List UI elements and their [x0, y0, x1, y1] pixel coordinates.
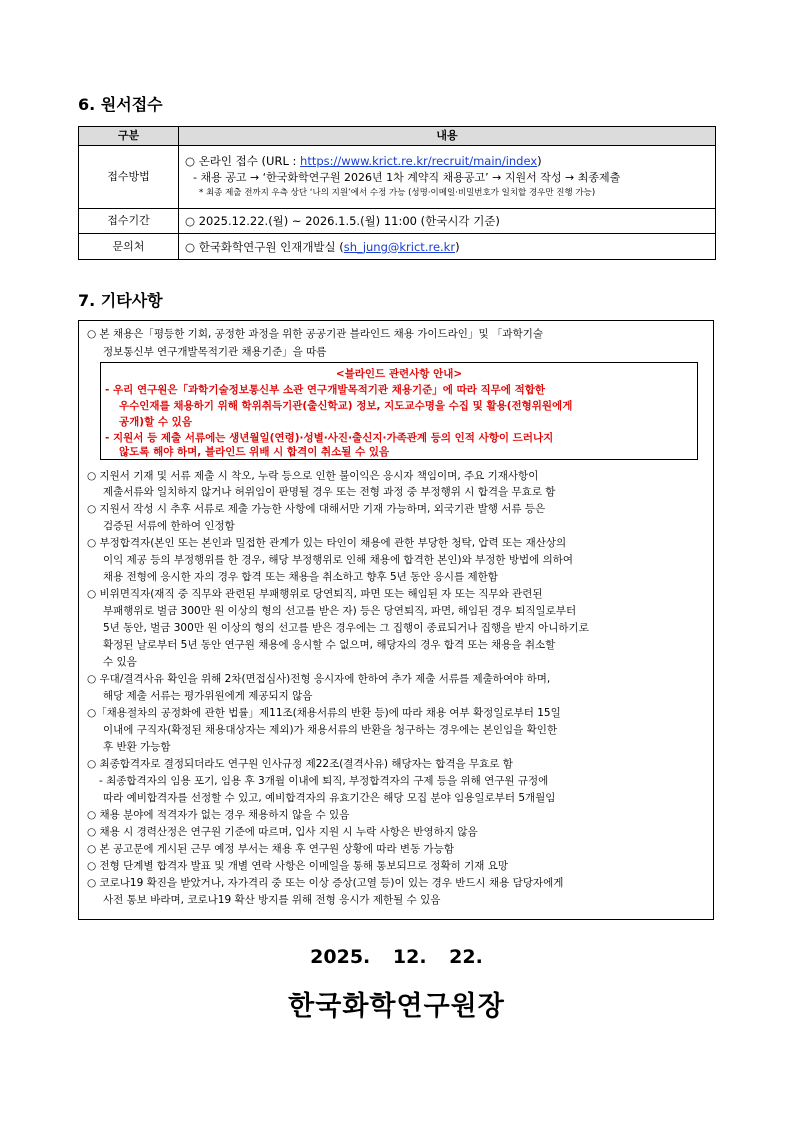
method-line1 — [185, 153, 715, 169]
row-label-method: 접수방법 — [79, 146, 179, 209]
blind-notice-line: 공개)할 수 있음 — [119, 416, 192, 428]
note-line: ○ 채용 분야에 적격자가 없는 경우 채용하지 않을 수 있음 — [87, 809, 350, 821]
note-line: 사전 통보 바라며, 코로나19 확산 방지를 위해 전형 응시가 제한될 수 있음 — [103, 894, 441, 906]
method-url-suffix: ) — [537, 154, 542, 168]
note-line: 5년 동안, 벌금 300만 원 이상의 형의 선고를 받은 경우에는 그 집행이 종료되거나 집행을 받지 아니하기로 — [103, 622, 589, 634]
blind-notice-line: 우수인재를 채용하기 위해 학위취득기관(출신학교) 정보, 지도교수명을 수집 및 활용(전형위원에게 — [119, 400, 573, 412]
note-line: ○ 지원서 작성 시 추후 서류로 제출 가능한 사항에 대해서만 기재 가능하며, 외국기관 발행 서류 등은 — [87, 503, 546, 515]
note-line: ○ 우대/결격사유 확인을 위해 2차(면접심사)전형 응시자에 한하여 추가 제출 서류를 제출하여야 하며, — [87, 673, 551, 685]
note-line: ○ 전형 단계별 합격자 발표 및 개별 연락 사항은 이메일을 통해 통보되므로 정확히 기재 요망 — [87, 860, 509, 872]
col-header-content: 내용 — [179, 127, 716, 146]
blind-notice-line: - 지원서 등 제출 서류에는 생년월일(연령)·성별·사진·출신지·가족관계 등의 인적 사항이 드러나지 — [105, 432, 554, 444]
blind-notice-line: - 우리 연구원은「과학기술정보통신부 소관 연구개발목적기관 채용기준」에 따라 직무에 적합한 — [105, 384, 546, 396]
row-label-contact: 문의처 — [79, 234, 179, 260]
issuer-signature: 한국화학연구원장 — [288, 991, 505, 1022]
blind-notice-box — [100, 362, 698, 460]
note-line: 수 있음 — [103, 656, 137, 668]
note-line: ○ 부정합격자(본인 또는 본인과 밀접한 관계가 있는 타인이 채용에 관한 부당한 청탁, 압력 또는 재산상의 — [87, 537, 567, 549]
note-line: 해당 제출 서류는 평가위원에게 제공되지 않음 — [103, 690, 313, 702]
application-table — [78, 126, 716, 260]
note-line: 부패행위로 벌금 300만 원 이상의 형의 선고를 받은 자) 등은 당연퇴직, 파면, 해임된 경우 퇴직일로부터 — [103, 605, 577, 617]
note-line: ○ 본 공고문에 게시된 근무 예정 부서는 채용 후 연구원 상황에 따라 변동 가능함 — [87, 843, 454, 855]
note-line: 채용 전형에 응시한 자의 경우 합격 또는 채용을 취소하고 향후 5년 동안 응시를 제한함 — [103, 571, 498, 583]
note-line: 검증된 서류에 한하여 인정함 — [103, 520, 235, 532]
row-content-period: ○ 2025.12.22.(월) ~ 2026.1.5.(월) 11:00 (한국시각 기준) — [179, 209, 716, 234]
note-line: ○ 코로나19 확진을 받았거나, 자가격리 중 또는 이상 증상(고열 등)이 있는 경우 반드시 채용 담당자에게 — [87, 877, 564, 889]
note-line: 이내에 구직자(확정된 채용대상자는 제외)가 채용서류의 반환을 청구하는 경우에는 본인임을 확인한 — [103, 724, 558, 736]
contact-email-link[interactable]: sh_jung@krict.re.kr — [343, 239, 456, 254]
section6-title: 6. 원서접수 — [78, 95, 163, 114]
blind-notice-title: <블라인드 관련사항 안내> — [335, 368, 463, 380]
contact-suffix: ) — [455, 239, 460, 254]
note-line: 제출서류와 일치하지 않거나 허위임이 판명될 경우 또는 전형 과정 중 부정행위 시 합격을 무효로 함 — [103, 486, 556, 498]
note-line: 따라 예비합격자를 선정할 수 있고, 예비합격자의 유효기간은 해당 모집 분야 임용일로부터 5개월임 — [103, 792, 556, 804]
method-line3: * 최종 제출 전까지 우측 상단 ‘나의 지원’에서 수정 가능 (성명·이메일·비밀번호가 일치할 경우만 진행 가능) — [199, 188, 596, 198]
row-content-method — [179, 146, 716, 209]
note-line: 이익 제공 등의 부정행위를 한 경우, 해당 부정행위로 인해 채용에 합격한 본인)와 부정한 방법에 의하여 — [103, 554, 574, 566]
contact-prefix: ○ 한국화학연구원 인재개발실 ( — [185, 239, 344, 254]
note-line: ○「채용절차의 공정화에 관한 법률」제11조(채용서류의 반환 등)에 따라 채용 여부 확정일로부터 15일 — [87, 707, 561, 719]
announcement-date: 2025. 12. 22. — [310, 946, 483, 968]
row-content-contact — [179, 234, 716, 260]
intro-line-2: 정보통신부 연구개발목적기관 채용기준」을 따름 — [103, 346, 327, 358]
note-line: ○ 비위면직자(재직 중 직무와 관련된 부패행위로 당연퇴직, 파면 또는 해임된 자 또는 직무와 관련된 — [87, 588, 543, 600]
col-header-category: 구분 — [79, 127, 179, 146]
note-line: - 최종합격자의 임용 포기, 임용 후 3개월 이내에 퇴직, 부정합격자의 구제 등을 위해 연구원 규정에 — [99, 775, 549, 787]
note-line: ○ 최종합격자로 결정되더라도 연구원 인사규정 제22조(결격사유) 해당자는 합격을 무효로 함 — [87, 758, 513, 770]
recruit-url-link[interactable]: https://www.krict.re.kr/recruit/main/index — [300, 154, 538, 168]
note-line: 후 반환 가능함 — [103, 741, 171, 753]
row-label-period: 접수기간 — [79, 209, 179, 234]
note-line: 확정된 날로부터 5년 동안 연구원 채용에 응시할 수 없으며, 해당자의 경우 합격 또는 채용을 취소할 — [103, 639, 556, 651]
blind-notice-line: 않도록 해야 하며, 블라인드 위배 시 합격이 취소될 수 있음 — [119, 446, 390, 458]
section7-title: 7. 기타사항 — [78, 291, 163, 310]
note-line: ○ 지원서 기재 및 서류 제출 시 착오, 누락 등으로 인한 불이익은 응시자 책임이며, 주요 기재사항이 — [87, 470, 539, 482]
intro-line-1: ○ 본 채용은「평등한 기회, 공정한 과정을 위한 공공기관 블라인드 채용 가이드라인」및 「과학기술 — [87, 328, 544, 340]
method-url-prefix: ○ 온라인 접수 (URL : — [185, 154, 301, 168]
method-line2: - 채용 공고 → ‘한국화학연구원 2026년 1차 계약직 채용공고’ → 지원서 작성 → 최종제출 — [193, 171, 621, 184]
note-line: ○ 채용 시 경력산정은 연구원 기준에 따르며, 입사 지원 시 누락 사항은 반영하지 않음 — [87, 826, 478, 838]
